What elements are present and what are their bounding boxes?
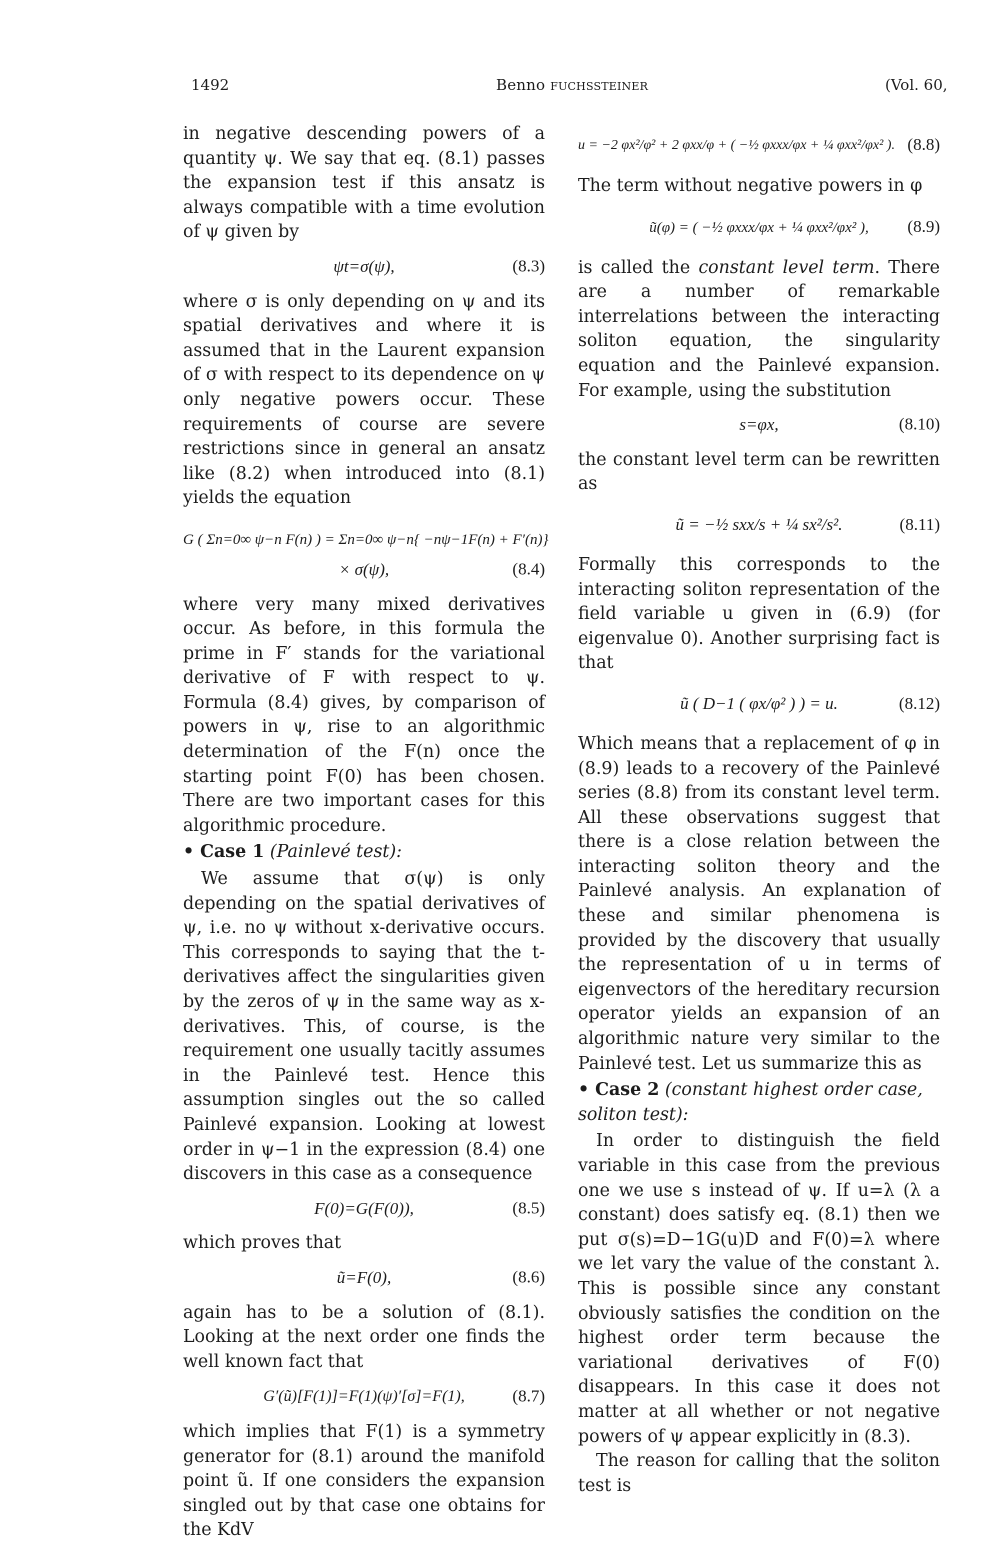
paragraph: Which means that a replacement of φ in (8.9) leads to a recovery of the Painlevé series (8.8) from its constant level term. All these observations suggest that there is a close relation between the interacting soliton theory and the Painlevé analysis. An explanation of these and similar phenomena is provided by the discovery that usually the representation of u in terms of eigenvectors of the hereditary recursion operator yields an expansion of an algorithmic nature very similar to the Painlevé test. Let us summarize this as — [578, 733, 940, 1074]
equation-body: × σ(ψ), — [338, 559, 390, 579]
page-number: 1492 — [191, 76, 230, 94]
equation-number: (8.11) — [899, 514, 940, 534]
case-subtitle: (Painlevé test): — [269, 842, 402, 863]
equation-number: (8.10) — [898, 415, 940, 435]
equation-8-7 — [183, 1384, 545, 1410]
equation-body: s=φx, — [739, 415, 779, 435]
equation-8-3 — [183, 255, 545, 280]
emphasized-term: constant level term — [698, 257, 875, 278]
left-column — [183, 122, 549, 1543]
author-last-name: FUCHSSTEINER — [550, 80, 649, 93]
equation-number: (8.5) — [512, 1198, 545, 1218]
paragraph: which implies that F(1) is a symmetry generator for (8.1) around the manifold point ũ. If one considers the expansion singled out by that case one obtains for the KdV — [183, 1421, 545, 1541]
equation-8-4-continued — [183, 558, 545, 583]
paragraph: The reason for calling that the soliton test is — [578, 1451, 940, 1496]
equation-body: u = −2 φx²/φ² + 2 φxx/φ + ( −½ φxxx/φx + ¼ φxx²/φx² ). — [578, 138, 895, 153]
equation-number: (8.9) — [907, 217, 940, 237]
equation-number: (8.8) — [907, 135, 940, 154]
equation-8-6 — [183, 1266, 545, 1291]
case-label: • Case 2 — [578, 1080, 660, 1101]
equation-body: G′(ũ)[F(1)]=F(1)(ψ)′[σ]=F(1), — [263, 1388, 465, 1406]
right-column — [578, 122, 940, 1498]
paragraph: the constant level term can be rewritten as — [578, 449, 940, 495]
equation-number: (8.6) — [512, 1267, 545, 1287]
paragraph: where σ is only depending on ψ and its spatial derivatives and where it is assumed that in the Laurent expansion of σ with respect to its dependence on ψ only negative powers occur. These requirements of course are severe restrictions since in general an ansatz like (8.2) when introduced into (8.1) yields the equation — [183, 291, 545, 509]
running-head-author — [496, 76, 648, 94]
text-run: is called the — [578, 257, 699, 278]
equation-body: F(0)=G(F(0)), — [314, 1198, 414, 1218]
text-run: . There are a number of remarkable interrelations between the interacting soliton equation, the singularity equation and the Painlevé expansion. For example, using the substitution — [578, 257, 940, 401]
paragraph: In order to distinguish the field variable in this case from the previous one we use s instead of ψ. If u=λ (λ a constant) does satisfy eq. (8.1) then we put σ(s)=D−1G(u)D and F(0)=λ where we let vary the value of the constant λ. This is possible since any constant obviously satisfies the condition on the highest order term because the variational derivatives of F(0) disappears. In this case it does not matter at all whether or not negative powers of ψ appear explicitly in (8.3). — [578, 1131, 940, 1447]
paragraph — [578, 256, 940, 404]
equation-number: (8.4) — [512, 559, 545, 579]
paragraph: We assume that σ(ψ) is only depending on the spatial derivatives of ψ, i.e. no ψ without x-derivative occurs. This corresponds to saying that the t-derivatives affect the singularities given by the zeros of ψ in the same way as x-derivatives. This, of course, is the requirement one usually tacitly assumes in the Painlevé test. Hence this assumption singles out the so called Painlevé expansion. Looking at lowest order in ψ−1 in the expression (8.4) one discovers in this case as a consequence — [183, 869, 545, 1185]
paragraph: again has to be a solution of (8.1). Looking at the next order one finds the well known fact that — [183, 1302, 545, 1372]
equation-number: (8.3) — [512, 256, 545, 276]
equation-body: ũ = −½ sxx/s + ¼ sx²/s². — [675, 514, 843, 534]
case-label: • Case 1 — [183, 842, 265, 863]
paragraph: The term without negative powers in φ — [578, 176, 923, 196]
author-first-name: Benno — [496, 76, 551, 94]
case-2-heading — [578, 1078, 940, 1127]
paragraph: which proves that — [183, 1233, 342, 1254]
paragraph: Formally this corresponds to the interacting soliton representation of the field variable u given in (6.9) (for eigenvalue 0). Another surprising fact is that — [578, 554, 940, 674]
equation-number: (8.12) — [898, 693, 940, 713]
equation-8-9 — [578, 209, 940, 246]
equation-8-4 — [183, 521, 549, 558]
volume-label: (Vol. 60, — [885, 76, 948, 94]
equation-8-5 — [183, 1197, 545, 1222]
equation-body: ψt=σ(ψ), — [333, 256, 395, 276]
equation-8-11 — [578, 507, 940, 543]
equation-8-12 — [578, 686, 940, 722]
case-1-heading — [183, 840, 545, 865]
equation-body: ũ=F(0), — [336, 1267, 392, 1287]
equation-number: (8.7) — [512, 1386, 545, 1406]
paragraph: where very many mixed derivatives occur. As before, in this formula the prime in F′ stands for the variational derivative of F with respect to ψ. Formula (8.4) gives, by comparison of powers in ψ, rise to an algorithmic determination of the F(n) once the starting point F(0) has been chosen. There are two important cases for this algorithmic procedure. — [183, 594, 545, 836]
case-subtitle: (constant highest order case, soliton test): — [578, 1080, 923, 1125]
equation-8-10 — [578, 413, 940, 438]
equation-body: ũ(φ) = ( −½ φxxx/φx + ¼ φxx²/φx² ), — [649, 219, 869, 236]
paragraph: in negative descending powers of a quantity ψ. We say that eq. (8.1) passes the expansion test if this ansatz is always compatible with a time evolution of ψ given by — [183, 124, 545, 243]
equation-body: ũ ( D−1 ( φx/φ² ) ) = u. — [680, 693, 838, 713]
equation-8-8 — [578, 126, 940, 164]
equation-body: G ( Σn=0∞ ψ−n F(n) ) = Σn=0∞ ψ−n{ −nψ−1F(n) + F′(n)} — [183, 531, 549, 548]
